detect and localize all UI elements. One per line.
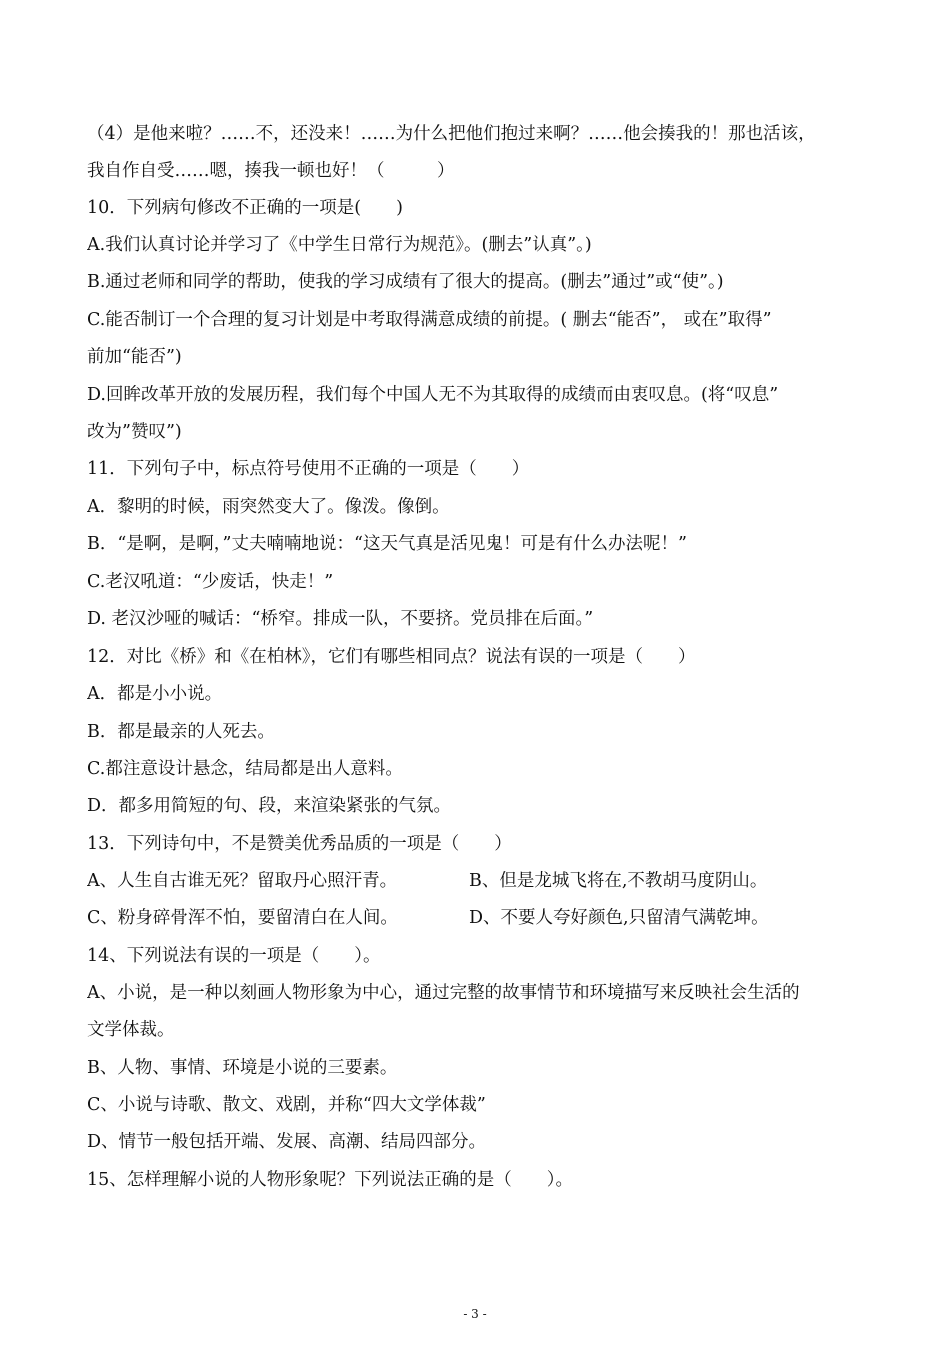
- q11-option-d: D. 老汉沙哑的喊话：“桥窄。排成一队，不要挤。党员排在后面。”: [87, 609, 594, 629]
- q11-option-a: A．黎明的时候，雨突然变大了。像泼。像倒。: [87, 497, 450, 517]
- q10-stem: 10．下列病句修改不正确的一项是( ): [87, 198, 403, 218]
- q13-stem: 13．下列诗句中，不是赞美优秀品质的一项是（ ）: [87, 834, 512, 854]
- q9-item4-line1: （4）是他来啦？……不，还没来！……为什么把他们抱过来啊？……他会揍我的！那也活该，: [87, 124, 816, 144]
- q13-option-a: A、人生自古谁无死？留取丹心照汗青。: [87, 871, 398, 891]
- q12-option-d: D．都多用简短的句、段，来渲染紧张的气氛。: [87, 796, 452, 816]
- q13-option-c: C、粉身碎骨浑不怕，要留清白在人间。: [87, 908, 398, 928]
- q13-option-d: D、不要人夸好颜色,只留清气满乾坤。: [469, 908, 769, 928]
- q12-option-a: A．都是小小说。: [87, 684, 223, 704]
- page-number: - 3 -: [463, 1307, 487, 1321]
- q15-stem: 15、怎样理解小说的人物形象呢？下列说法正确的是（ ）。: [87, 1170, 574, 1190]
- q9-item4-line2: 我自作自受……嗯，揍我一顿也好！（ ）: [87, 161, 455, 181]
- q14-option-c: C、小说与诗歌、散文、戏剧，并称“四大文学体裁”: [87, 1095, 486, 1115]
- q10-option-b: B.通过老师和同学的帮助，使我的学习成绩有了很大的提高。(删去”通过”或“使”。): [87, 272, 724, 292]
- q11-option-c: C.老汉吼道：“少废话，快走！”: [87, 572, 334, 592]
- q10-option-c-line1: C.能否制订一个合理的复习计划是中考取得满意成绩的前提。( 删去“能否”， 或在”取得”: [87, 310, 772, 330]
- q13-option-b: B、但是龙城飞将在,不教胡马度阴山。: [469, 871, 768, 891]
- q12-stem: 12．对比《桥》和《在柏林》，它们有哪些相同点？说法有误的一项是（ ）: [87, 647, 696, 667]
- q10-option-a: A.我们认真讨论并学习了《中学生日常行为规范》。(删去”认真”。): [87, 235, 592, 255]
- q10-option-d-line1: D.回眸改革开放的发展历程，我们每个中国人无不为其取得的成绩而由衷叹息。(将“叹息”: [87, 385, 779, 405]
- q14-stem: 14、下列说法有误的一项是（ ）。: [87, 946, 381, 966]
- q13-options-row1: [87, 869, 877, 893]
- q11-option-b: B．“是啊，是啊，”丈夫喃喃地说：“这天气真是活见鬼！可是有什么办法呢！”: [87, 534, 687, 554]
- q10-option-c-line2: 前加“能否”): [87, 347, 182, 367]
- q10-option-d-line2: 改为”赞叹”): [87, 422, 182, 442]
- q14-option-d: D、情节一般包括开端、发展、高潮、结局四部分。: [87, 1132, 487, 1152]
- q11-stem: 11．下列句子中，标点符号使用不正确的一项是（ ）: [87, 459, 530, 479]
- q13-options-row2: [87, 906, 877, 930]
- q14-option-a-line1: A、小说，是一种以刻画人物形象为中心，通过完整的故事情节和环境描写来反映社会生活的: [87, 983, 800, 1003]
- q14-option-a-line2: 文学体裁。: [87, 1020, 175, 1040]
- q12-option-c: C.都注意设计悬念，结局都是出人意料。: [87, 759, 403, 779]
- q14-option-b: B、人物、事情、环境是小说的三要素。: [87, 1058, 398, 1078]
- q12-option-b: B．都是最亲的人死去。: [87, 722, 275, 742]
